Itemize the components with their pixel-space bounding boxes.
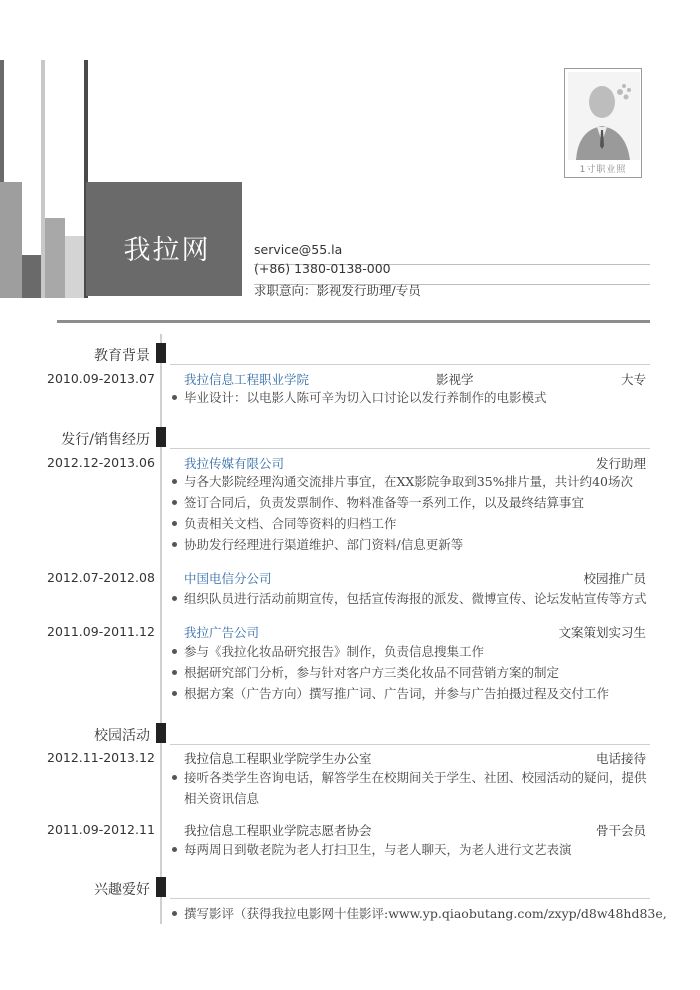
section-divider bbox=[170, 744, 650, 745]
entry-date: 2011.09-2012.11 bbox=[47, 822, 155, 837]
section-divider bbox=[170, 448, 650, 449]
phone-text: (+86) 1380-0138-000 bbox=[254, 261, 391, 276]
entry-major: 影视学 bbox=[436, 372, 474, 387]
entry-role: 骨干会员 bbox=[595, 823, 646, 838]
section-title-hobbies: 兴趣爱好 bbox=[94, 882, 150, 898]
entry-date: 2012.07-2012.08 bbox=[47, 570, 155, 585]
entry-date: 2012.12-2013.06 bbox=[47, 455, 155, 470]
entry-role: 电话接待 bbox=[595, 751, 646, 766]
entry-role: 发行助理 bbox=[595, 456, 646, 471]
section-divider bbox=[170, 898, 650, 899]
section-marker bbox=[156, 427, 166, 447]
section-marker bbox=[156, 877, 166, 897]
entry-role: 文案策划实习生 bbox=[558, 625, 646, 640]
objective-text: 求职意向：影视发行助理/专员 bbox=[254, 283, 421, 298]
decor-bar-3 bbox=[22, 255, 42, 298]
entry-date: 2010.09-2013.07 bbox=[47, 371, 155, 386]
person-icon bbox=[568, 72, 640, 160]
entry-org: 中国电信分公司 bbox=[184, 571, 272, 586]
entry-org: 我拉信息工程职业学院学生办公室 bbox=[184, 751, 372, 766]
photo-caption: 1寸职业照 bbox=[579, 165, 627, 175]
section-title-education: 教育背景 bbox=[94, 348, 150, 364]
section-divider bbox=[170, 364, 650, 365]
entry-role: 大专 bbox=[620, 372, 646, 387]
candidate-name: 我拉网 bbox=[123, 235, 211, 266]
entry-date: 2011.09-2011.12 bbox=[47, 624, 155, 639]
section-marker bbox=[156, 723, 166, 743]
section-title-campus: 校园活动 bbox=[94, 728, 150, 744]
entry-date: 2012.11-2013.12 bbox=[47, 750, 155, 765]
timeline-line bbox=[160, 334, 162, 924]
header-rule bbox=[57, 320, 650, 323]
entry-role: 校园推广员 bbox=[583, 571, 646, 586]
decor-bar-5 bbox=[45, 218, 65, 298]
email-text: service@55.la bbox=[254, 242, 343, 257]
entry-org: 我拉传媒有限公司 bbox=[184, 456, 285, 471]
decor-bar-2 bbox=[0, 182, 22, 298]
entry-org: 我拉信息工程职业学院志愿者协会 bbox=[184, 823, 372, 838]
section-marker bbox=[156, 343, 166, 363]
entry-org: 我拉广告公司 bbox=[184, 625, 260, 640]
photo-placeholder bbox=[564, 68, 642, 178]
entry-org: 我拉信息工程职业学院 bbox=[184, 372, 310, 387]
section-title-work: 发行/销售经历 bbox=[61, 432, 150, 448]
decor-bar-6 bbox=[65, 236, 86, 298]
